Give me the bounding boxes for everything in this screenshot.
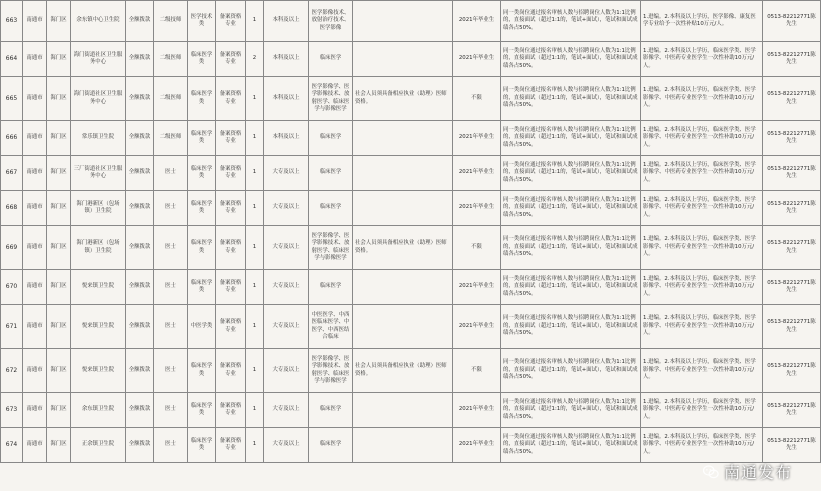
district-cell: 海门区 — [47, 1, 71, 42]
contact-cell: 0513-82212771陈先生 — [763, 42, 821, 77]
exam-method-cell: 同一类岗位通过报名审核人数与招聘岗位人数为1:1比例的，直接面试（超过1:1的，笔试+面试），笔试和面试成绩各占50%。 — [501, 156, 641, 191]
condition-cell — [353, 156, 453, 191]
level-cell: 二级技师 — [154, 1, 188, 42]
contact-cell: 0513-82212771陈先生 — [763, 77, 821, 121]
position-cell: 临床医学类 — [188, 156, 216, 191]
education-cell: 本科及以上 — [264, 121, 309, 156]
district-cell: 海门区 — [47, 349, 71, 393]
headcount-cell: 1 — [246, 226, 264, 270]
exam-method-cell: 同一类岗位通过报名审核人数与招聘岗位人数为1:1比例的，直接面试（超过1:1的，笔试+面试），笔试和面试成绩各占50%。 — [501, 305, 641, 349]
exam-method-cell: 同一类岗位通过报名审核人数与招聘岗位人数为1:1比例的，直接面试（超过1:1的，笔试+面试），笔试和面试成绩各占50%。 — [501, 191, 641, 226]
funding-cell: 全额拨款 — [126, 42, 154, 77]
level-cell: 医士 — [154, 270, 188, 305]
treatment-cell: 1.进编。2.本科及以上学历，临床医学类、医学影像学、中医药专业医学生一次性补助10万元/人。 — [641, 428, 763, 463]
unit-cell: 悦来镇卫生院 — [71, 270, 126, 305]
row-number: 667 — [1, 156, 23, 191]
type-cell: 备案资格专业 — [216, 393, 246, 428]
funding-cell: 全额拨款 — [126, 121, 154, 156]
condition-cell — [353, 305, 453, 349]
graduate-cell: 2021年毕业生 — [453, 305, 501, 349]
district-cell: 海门区 — [47, 393, 71, 428]
condition-cell — [353, 1, 453, 42]
row-number: 674 — [1, 428, 23, 463]
type-cell: 备案资格专业 — [216, 42, 246, 77]
unit-cell: 悦来镇卫生院 — [71, 305, 126, 349]
row-number: 670 — [1, 270, 23, 305]
type-cell: 备案资格专业 — [216, 77, 246, 121]
watermark-text: 南通发布 — [723, 463, 792, 482]
treatment-cell: 1.进编。2.本科及以上学历，临床医学类、医学影像学、中医药专业医学生一次性补助10万元/人。 — [641, 305, 763, 349]
graduate-cell: 2021年毕业生 — [453, 156, 501, 191]
funding-cell: 全额拨款 — [126, 428, 154, 463]
exam-method-cell: 同一类岗位通过报名审核人数与招聘岗位人数为1:1比例的，直接面试（超过1:1的，笔试+面试），笔试和面试成绩各占50%。 — [501, 121, 641, 156]
district-cell: 海门区 — [47, 77, 71, 121]
education-cell: 大专及以上 — [264, 226, 309, 270]
row-number: 665 — [1, 77, 23, 121]
row-number: 666 — [1, 121, 23, 156]
exam-method-cell: 同一类岗位通过报名审核人数与招聘岗位人数为1:1比例的，直接面试（超过1:1的，笔试+面试），笔试和面试成绩各占50%。 — [501, 1, 641, 42]
major-cell: 临床医学 — [309, 270, 353, 305]
city-cell: 南通市 — [23, 42, 47, 77]
graduate-cell: 2021年毕业生 — [453, 1, 501, 42]
funding-cell: 全额拨款 — [126, 77, 154, 121]
education-cell: 大专及以上 — [264, 349, 309, 393]
exam-method-cell: 同一类岗位通过报名审核人数与招聘岗位人数为1:1比例的，直接面试（超过1:1的，笔试+面试），笔试和面试成绩各占50%。 — [501, 428, 641, 463]
type-cell: 备案资格专业 — [216, 226, 246, 270]
graduate-cell: 不限 — [453, 77, 501, 121]
table-row — [1, 305, 821, 349]
unit-cell: 余东镇卫生院 — [71, 393, 126, 428]
headcount-cell: 1 — [246, 1, 264, 42]
row-number: 671 — [1, 305, 23, 349]
contact-cell: 0513-82212771陈先生 — [763, 428, 821, 463]
position-cell: 临床医学类 — [188, 270, 216, 305]
position-cell: 医学技术类 — [188, 1, 216, 42]
education-cell: 本科及以上 — [264, 1, 309, 42]
education-cell: 大专及以上 — [264, 191, 309, 226]
treatment-cell: 1.进编。2.本科及以上学历，临床医学类、医学影像学、中医药专业医学生一次性补助10万元/人。 — [641, 349, 763, 393]
condition-cell: 社会人员须具备相应执业（助理）医师资格。 — [353, 77, 453, 121]
contact-cell: 0513-82212771陈先生 — [763, 121, 821, 156]
unit-cell: 海门街道社区卫生服务中心 — [71, 42, 126, 77]
type-cell: 备案资格专业 — [216, 305, 246, 349]
table-row — [1, 270, 821, 305]
district-cell: 海门区 — [47, 191, 71, 226]
city-cell: 南通市 — [23, 191, 47, 226]
headcount-cell: 1 — [246, 191, 264, 226]
unit-cell: 海门港新区（包场镇）卫生院 — [71, 226, 126, 270]
treatment-cell: 1.进编。2.本科及以上学历，临床医学类、医学影像学、中医药专业医学生一次性补助10万元/人。 — [641, 121, 763, 156]
type-cell: 备案资格专业 — [216, 270, 246, 305]
district-cell: 海门区 — [47, 305, 71, 349]
education-cell: 大专及以上 — [264, 156, 309, 191]
treatment-cell: 1.进编。2.本科及以上学历，临床医学类、医学影像学、中医药专业医学生一次性补助10万元/人。 — [641, 270, 763, 305]
position-cell: 临床医学类 — [188, 77, 216, 121]
district-cell: 海门区 — [47, 121, 71, 156]
level-cell: 二级医师 — [154, 42, 188, 77]
contact-cell: 0513-82212771陈先生 — [763, 393, 821, 428]
table-row — [1, 77, 821, 121]
education-cell: 大专及以上 — [264, 393, 309, 428]
city-cell: 南通市 — [23, 305, 47, 349]
exam-method-cell: 同一类岗位通过报名审核人数与招聘岗位人数为1:1比例的，直接面试（超过1:1的，笔试+面试），笔试和面试成绩各占50%。 — [501, 226, 641, 270]
condition-cell: 社会人员须具备相应执业（助理）医师资格。 — [353, 349, 453, 393]
unit-cell: 海门港新区（包场镇）卫生院 — [71, 191, 126, 226]
major-cell: 医学影像技术、放射治疗技术、医学影像 — [309, 1, 353, 42]
table-row — [1, 1, 821, 42]
education-cell: 大专及以上 — [264, 270, 309, 305]
major-cell: 临床医学 — [309, 42, 353, 77]
funding-cell: 全额拨款 — [126, 226, 154, 270]
type-cell: 备案资格专业 — [216, 428, 246, 463]
treatment-cell: 1.进编。2.本科及以上学历，临床医学类、医学影像学、中医药专业医学生一次性补助10万元/人。 — [641, 77, 763, 121]
education-cell: 本科及以上 — [264, 77, 309, 121]
table-row — [1, 42, 821, 77]
condition-cell — [353, 42, 453, 77]
condition-cell — [353, 121, 453, 156]
major-cell: 医学影像学、医学影像技术、放射医学、临床医学与影像医学 — [309, 349, 353, 393]
position-cell: 临床医学类 — [188, 428, 216, 463]
graduate-cell: 不限 — [453, 349, 501, 393]
table-row — [1, 226, 821, 270]
headcount-cell: 1 — [246, 270, 264, 305]
table-row — [1, 393, 821, 428]
funding-cell: 全额拨款 — [126, 305, 154, 349]
row-number: 669 — [1, 226, 23, 270]
city-cell: 南通市 — [23, 121, 47, 156]
type-cell: 备案资格专业 — [216, 349, 246, 393]
contact-cell: 0513-82212771陈先生 — [763, 305, 821, 349]
treatment-cell: 1.进编。2.本科及以上学历，临床医学类、医学影像学、中医药专业医学生一次性补助10万元/人。 — [641, 226, 763, 270]
major-cell: 医学影像学、医学影像技术、放射医学、临床医学与影像医学 — [309, 226, 353, 270]
type-cell: 备案资格专业 — [216, 1, 246, 42]
table-row — [1, 121, 821, 156]
position-cell: 临床医学类 — [188, 393, 216, 428]
level-cell: 二级医师 — [154, 77, 188, 121]
position-cell: 临床医学类 — [188, 226, 216, 270]
exam-method-cell: 同一类岗位通过报名审核人数与招聘岗位人数为1:1比例的，直接面试（超过1:1的，笔试+面试），笔试和面试成绩各占50%。 — [501, 77, 641, 121]
major-cell: 临床医学 — [309, 121, 353, 156]
position-cell: 临床医学类 — [188, 349, 216, 393]
unit-cell: 余东镇中心卫生院 — [71, 1, 126, 42]
city-cell: 南通市 — [23, 156, 47, 191]
headcount-cell: 1 — [246, 156, 264, 191]
education-cell: 大专及以上 — [264, 305, 309, 349]
level-cell: 医士 — [154, 305, 188, 349]
unit-cell: 悦来镇卫生院 — [71, 349, 126, 393]
graduate-cell: 2021年毕业生 — [453, 428, 501, 463]
unit-cell: 常乐镇卫生院 — [71, 121, 126, 156]
row-number: 668 — [1, 191, 23, 226]
level-cell: 医士 — [154, 191, 188, 226]
headcount-cell: 1 — [246, 428, 264, 463]
funding-cell: 全额拨款 — [126, 191, 154, 226]
education-cell: 大专及以上 — [264, 428, 309, 463]
funding-cell: 全额拨款 — [126, 156, 154, 191]
unit-cell: 海门街道社区卫生服务中心 — [71, 77, 126, 121]
condition-cell — [353, 191, 453, 226]
contact-cell: 0513-82212771陈先生 — [763, 349, 821, 393]
graduate-cell: 2021年毕业生 — [453, 42, 501, 77]
table-row — [1, 349, 821, 393]
contact-cell: 0513-82212771陈先生 — [763, 1, 821, 42]
major-cell: 临床医学 — [309, 393, 353, 428]
exam-method-cell: 同一类岗位通过报名审核人数与招聘岗位人数为1:1比例的，直接面试（超过1:1的，笔试+面试），笔试和面试成绩各占50%。 — [501, 393, 641, 428]
major-cell: 临床医学 — [309, 191, 353, 226]
major-cell: 医学影像学、医学影像技术、放射医学、临床医学与影像医学 — [309, 77, 353, 121]
treatment-cell: 1.进编。2.本科及以上学历，临床医学类、医学影像学、中医药专业医学生一次性补助10万元/人。 — [641, 393, 763, 428]
district-cell: 海门区 — [47, 226, 71, 270]
condition-cell: 社会人员须具备相应执业（助理）医师资格。 — [353, 226, 453, 270]
watermark — [702, 460, 792, 483]
graduate-cell: 2021年毕业生 — [453, 121, 501, 156]
level-cell: 医士 — [154, 393, 188, 428]
funding-cell: 全额拨款 — [126, 349, 154, 393]
city-cell: 南通市 — [23, 1, 47, 42]
headcount-cell: 1 — [246, 393, 264, 428]
headcount-cell: 1 — [246, 305, 264, 349]
headcount-cell: 1 — [246, 349, 264, 393]
funding-cell: 全额拨款 — [126, 393, 154, 428]
row-number: 673 — [1, 393, 23, 428]
position-cell: 中医学类 — [188, 305, 216, 349]
contact-cell: 0513-82212771陈先生 — [763, 226, 821, 270]
type-cell: 备案资格专业 — [216, 191, 246, 226]
education-cell: 本科及以上 — [264, 42, 309, 77]
row-number: 664 — [1, 42, 23, 77]
city-cell: 南通市 — [23, 393, 47, 428]
table-row — [1, 428, 821, 463]
city-cell: 南通市 — [23, 270, 47, 305]
headcount-cell: 2 — [246, 42, 264, 77]
type-cell: 备案资格专业 — [216, 156, 246, 191]
position-cell: 临床医学类 — [188, 42, 216, 77]
row-number: 672 — [1, 349, 23, 393]
city-cell: 南通市 — [23, 226, 47, 270]
city-cell: 南通市 — [23, 77, 47, 121]
table-row — [1, 191, 821, 226]
district-cell: 海门区 — [47, 42, 71, 77]
major-cell: 中医医学、中西医临床医学、中医学、中西医结合临床 — [309, 305, 353, 349]
treatment-cell: 1.进编。2.本科及以上学历，临床医学类、医学影像学、中医药专业医学生一次性补助10万元/人。 — [641, 42, 763, 77]
major-cell: 临床医学 — [309, 156, 353, 191]
city-cell: 南通市 — [23, 428, 47, 463]
condition-cell — [353, 393, 453, 428]
condition-cell — [353, 270, 453, 305]
level-cell: 二级医师 — [154, 121, 188, 156]
row-number: 663 — [1, 1, 23, 42]
funding-cell: 全额拨款 — [126, 270, 154, 305]
graduate-cell: 2021年毕业生 — [453, 191, 501, 226]
contact-cell: 0513-82212771陈先生 — [763, 270, 821, 305]
district-cell: 海门区 — [47, 428, 71, 463]
treatment-cell: 1.进编。2.本科及以上学历，临床医学类、医学影像学、中医药专业医学生一次性补助10万元/人。 — [641, 156, 763, 191]
graduate-cell: 2021年毕业生 — [453, 393, 501, 428]
position-cell: 临床医学类 — [188, 121, 216, 156]
major-cell: 临床医学 — [309, 428, 353, 463]
graduate-cell: 2021年毕业生 — [453, 270, 501, 305]
unit-cell: 正余镇卫生院 — [71, 428, 126, 463]
treatment-cell: 1.进编。2.本科及以上学历，医学影像、康复医学专业给予一次性补贴10万元/人。 — [641, 1, 763, 42]
condition-cell — [353, 428, 453, 463]
level-cell: 医士 — [154, 226, 188, 270]
exam-method-cell: 同一类岗位通过报名审核人数与招聘岗位人数为1:1比例的，直接面试（超过1:1的，笔试+面试），笔试和面试成绩各占50%。 — [501, 270, 641, 305]
contact-cell: 0513-82212771陈先生 — [763, 156, 821, 191]
level-cell: 医士 — [154, 428, 188, 463]
type-cell: 备案资格专业 — [216, 121, 246, 156]
wechat-logo-icon — [702, 463, 720, 481]
headcount-cell: 1 — [246, 77, 264, 121]
treatment-cell: 1.进编。2.本科及以上学历，临床医学类、医学影像学、中医药专业医学生一次性补助10万元/人。 — [641, 191, 763, 226]
graduate-cell: 不限 — [453, 226, 501, 270]
exam-method-cell: 同一类岗位通过报名审核人数与招聘岗位人数为1:1比例的，直接面试（超过1:1的，笔试+面试），笔试和面试成绩各占50%。 — [501, 349, 641, 393]
district-cell: 海门区 — [47, 270, 71, 305]
city-cell: 南通市 — [23, 349, 47, 393]
exam-method-cell: 同一类岗位通过报名审核人数与招聘岗位人数为1:1比例的，直接面试（超过1:1的，笔试+面试），笔试和面试成绩各占50%。 — [501, 42, 641, 77]
position-cell: 临床医学类 — [188, 191, 216, 226]
funding-cell: 全额拨款 — [126, 1, 154, 42]
level-cell: 医士 — [154, 156, 188, 191]
headcount-cell: 1 — [246, 121, 264, 156]
unit-cell: 三厂街道社区卫生服务中心 — [71, 156, 126, 191]
district-cell: 海门区 — [47, 156, 71, 191]
table-row — [1, 156, 821, 191]
level-cell: 医士 — [154, 349, 188, 393]
contact-cell: 0513-82212771陈先生 — [763, 191, 821, 226]
